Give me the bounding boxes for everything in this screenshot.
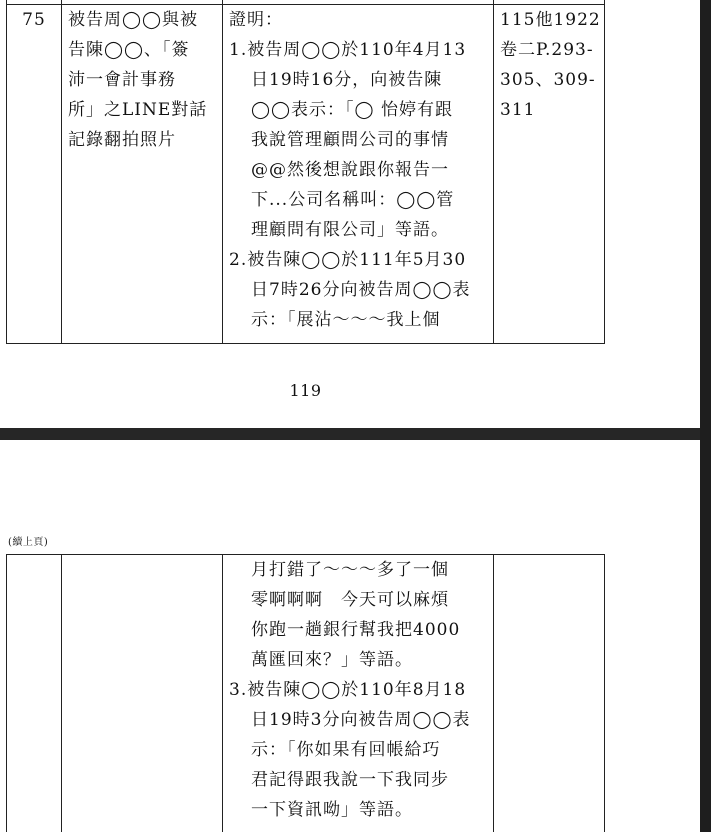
row-number-text: 75 <box>22 10 46 30</box>
text-line: ◯◯表示：「◯ 怡婷有跟 <box>251 100 453 120</box>
text-line: 下...公司名稱叫：◯◯管 <box>251 190 455 210</box>
text-line: 記錄翻拍照片 <box>68 130 176 150</box>
text-line: 115他1922 <box>500 10 601 30</box>
text-line: 日7時26分向被告周◯◯表 <box>251 280 471 300</box>
text-line: 卷二P.293- <box>500 40 594 60</box>
table-row <box>7 5 605 344</box>
text-line: 萬匯回來？」等語。 <box>251 650 413 670</box>
text-line: 你跑一趟銀行幫我把4000 <box>251 620 461 640</box>
text-line: 理顧問有限公司」等語。 <box>251 220 449 240</box>
table-row <box>7 555 605 832</box>
text-line: @@然後想說跟你報告一 <box>251 160 449 180</box>
text-line: 君記得跟我說一下我同步 <box>251 770 449 790</box>
text-line: 示：「你如果有回帳給巧 <box>251 740 441 760</box>
evidence-item-cell <box>62 5 223 344</box>
page-number: 119 <box>289 381 322 400</box>
text-line: 305、309- <box>500 70 596 90</box>
text-line: 日19時3分向被告周◯◯表 <box>251 710 471 730</box>
viewer-scrollbar-edge <box>700 0 711 832</box>
text-line: 一下資訊呦」等語。 <box>251 800 413 820</box>
document-page-120 <box>0 440 700 832</box>
text-line: 告陳◯◯、「簽 <box>68 40 190 60</box>
text-line: 所」之LINE對話 <box>68 100 208 120</box>
evidence-item-cell <box>62 555 223 832</box>
page-separator <box>0 428 711 440</box>
text-line: 證明： <box>229 10 283 30</box>
text-line: 3.被告陳◯◯於110年8月18 <box>229 680 467 700</box>
evidence-table <box>6 0 605 344</box>
evidence-source-cell <box>494 5 605 344</box>
row-number <box>7 555 62 832</box>
text-line: 沛一會計事務 <box>68 70 176 90</box>
evidence-source-cell <box>494 555 605 832</box>
text-line: 示：「展沾～～～我上個 <box>251 310 441 330</box>
text-line: 1.被告周◯◯於110年4月13 <box>229 40 467 60</box>
evidence-table-continued <box>6 554 605 832</box>
evidence-content-cell <box>223 5 494 344</box>
continued-label: (續上頁) <box>8 537 49 548</box>
row-number <box>7 5 62 344</box>
text-line: 零啊啊啊 今天可以麻煩 <box>251 590 449 610</box>
text-line: 311 <box>500 100 536 120</box>
text-line: 日19時16分，向被告陳 <box>251 70 443 90</box>
text-line: 被告周◯◯與被 <box>68 10 199 30</box>
text-line: 2.被告陳◯◯於111年5月30 <box>229 250 467 270</box>
text-line: 我說管理顧問公司的事情 <box>251 130 449 150</box>
text-line: 月打錯了～～～多了一個 <box>251 560 449 580</box>
evidence-content-cell <box>223 555 494 832</box>
